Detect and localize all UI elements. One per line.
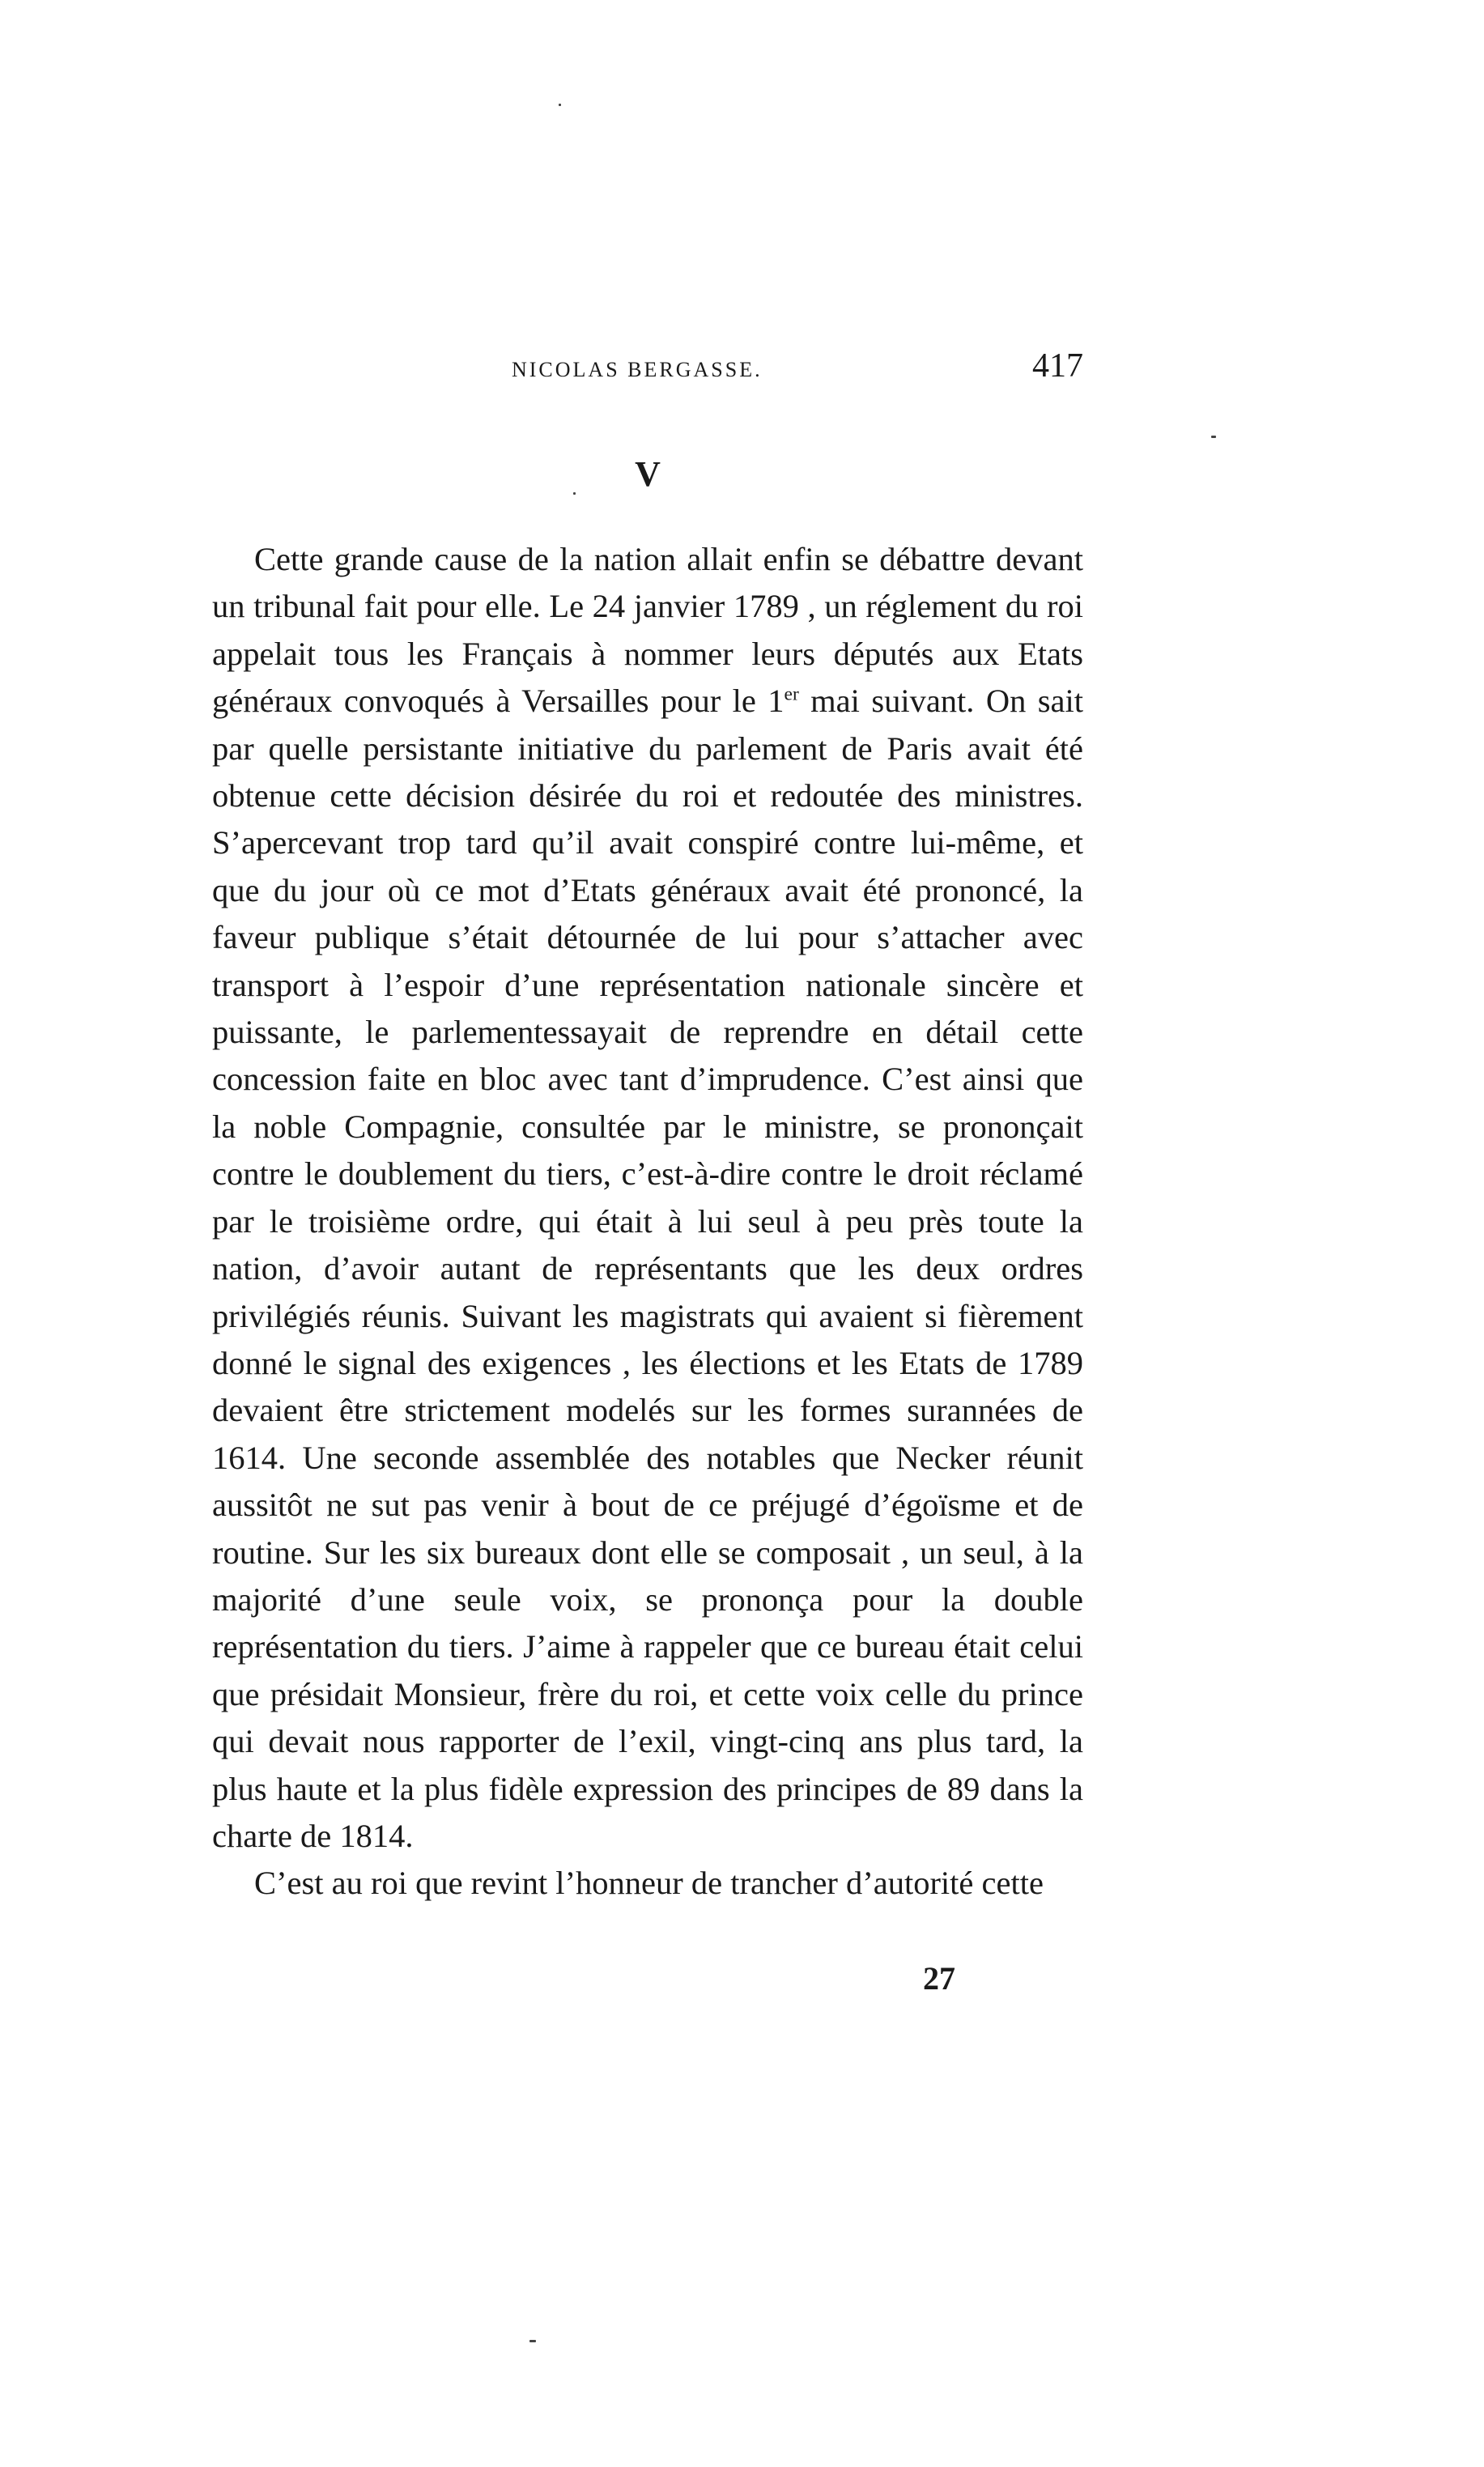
paragraph <box>212 536 1083 1860</box>
paragraph-text: Cette grande cause de la nation allait enfin se débattre devant un tribunal fait pour elle. Le 24 janvier 1789 , un réglement du roi appelait tous les Français à nommer leurs députés aux Etats généraux convoqués à Versailles pour le 1 <box>212 541 1083 720</box>
scan-speck <box>559 104 561 106</box>
scan-speck <box>573 492 576 495</box>
running-title: NICOLAS BERGASSE. <box>512 358 763 381</box>
body-text <box>212 536 1083 1908</box>
signature-mark: 27 <box>923 1960 955 1997</box>
section-heading: V <box>635 454 661 494</box>
paragraph: C’est au roi que revint l’honneur de trancher d’autorité cette <box>254 1865 1044 1902</box>
ordinal-superscript: er <box>784 683 799 705</box>
paragraph-text-continued: mai suivant. On sait par quelle persistante initiative du parlement de Paris avait été obtenue cette décision désirée du roi et redoutée des ministres. S’apercevant trop tard qu’il avait conspiré contre lui-même, et que du jour où ce mot d’Etats généraux avait été prononcé, la faveur publique s’était détournée de lui pour s’attacher avec transport à l’espoir d’une représentation nationale sincère et puissante, le parlementessayait de reprendre en détail cette concession faite en bloc avec tant d’imprudence. C’est ainsi que la noble Compagnie, consultée par le ministre, se prononçait contre le doublement du tiers, c’est-à-dire contre le droit réclamé par le troisième ordre, qui était à lui seul à peu près toute la nation, d’avoir autant de représentants que les deux ordres privilégiés réunis. Suivant les magistrats qui avaient si fièrement donné le signal des exigences , les élections et les Etats de 1789 devaient être strictement modelés sur les formes surannées de 1614. Une seconde assemblée des notables que Necker réunit aussitôt ne sut pas venir à bout de ce préjugé d’égoïsme et de routine. Sur les six bureaux dont elle se composait , un seul, à la majorité d’une seule voix, se prononça pour la double représentation du tiers. J’aime à rappeler que ce bureau était celui que présidait Monsieur, frère du roi, et cette voix celle du prince qui devait nous rapporter de l’exil, vingt-cinq ans plus tard, la plus haute et la plus fidèle expression des principes de 89 dans la charte de 1814. <box>212 683 1083 1854</box>
running-head <box>212 347 1083 395</box>
scan-speck <box>1211 436 1216 438</box>
page-number: 417 <box>1032 347 1083 385</box>
scan-speck <box>529 2340 536 2342</box>
